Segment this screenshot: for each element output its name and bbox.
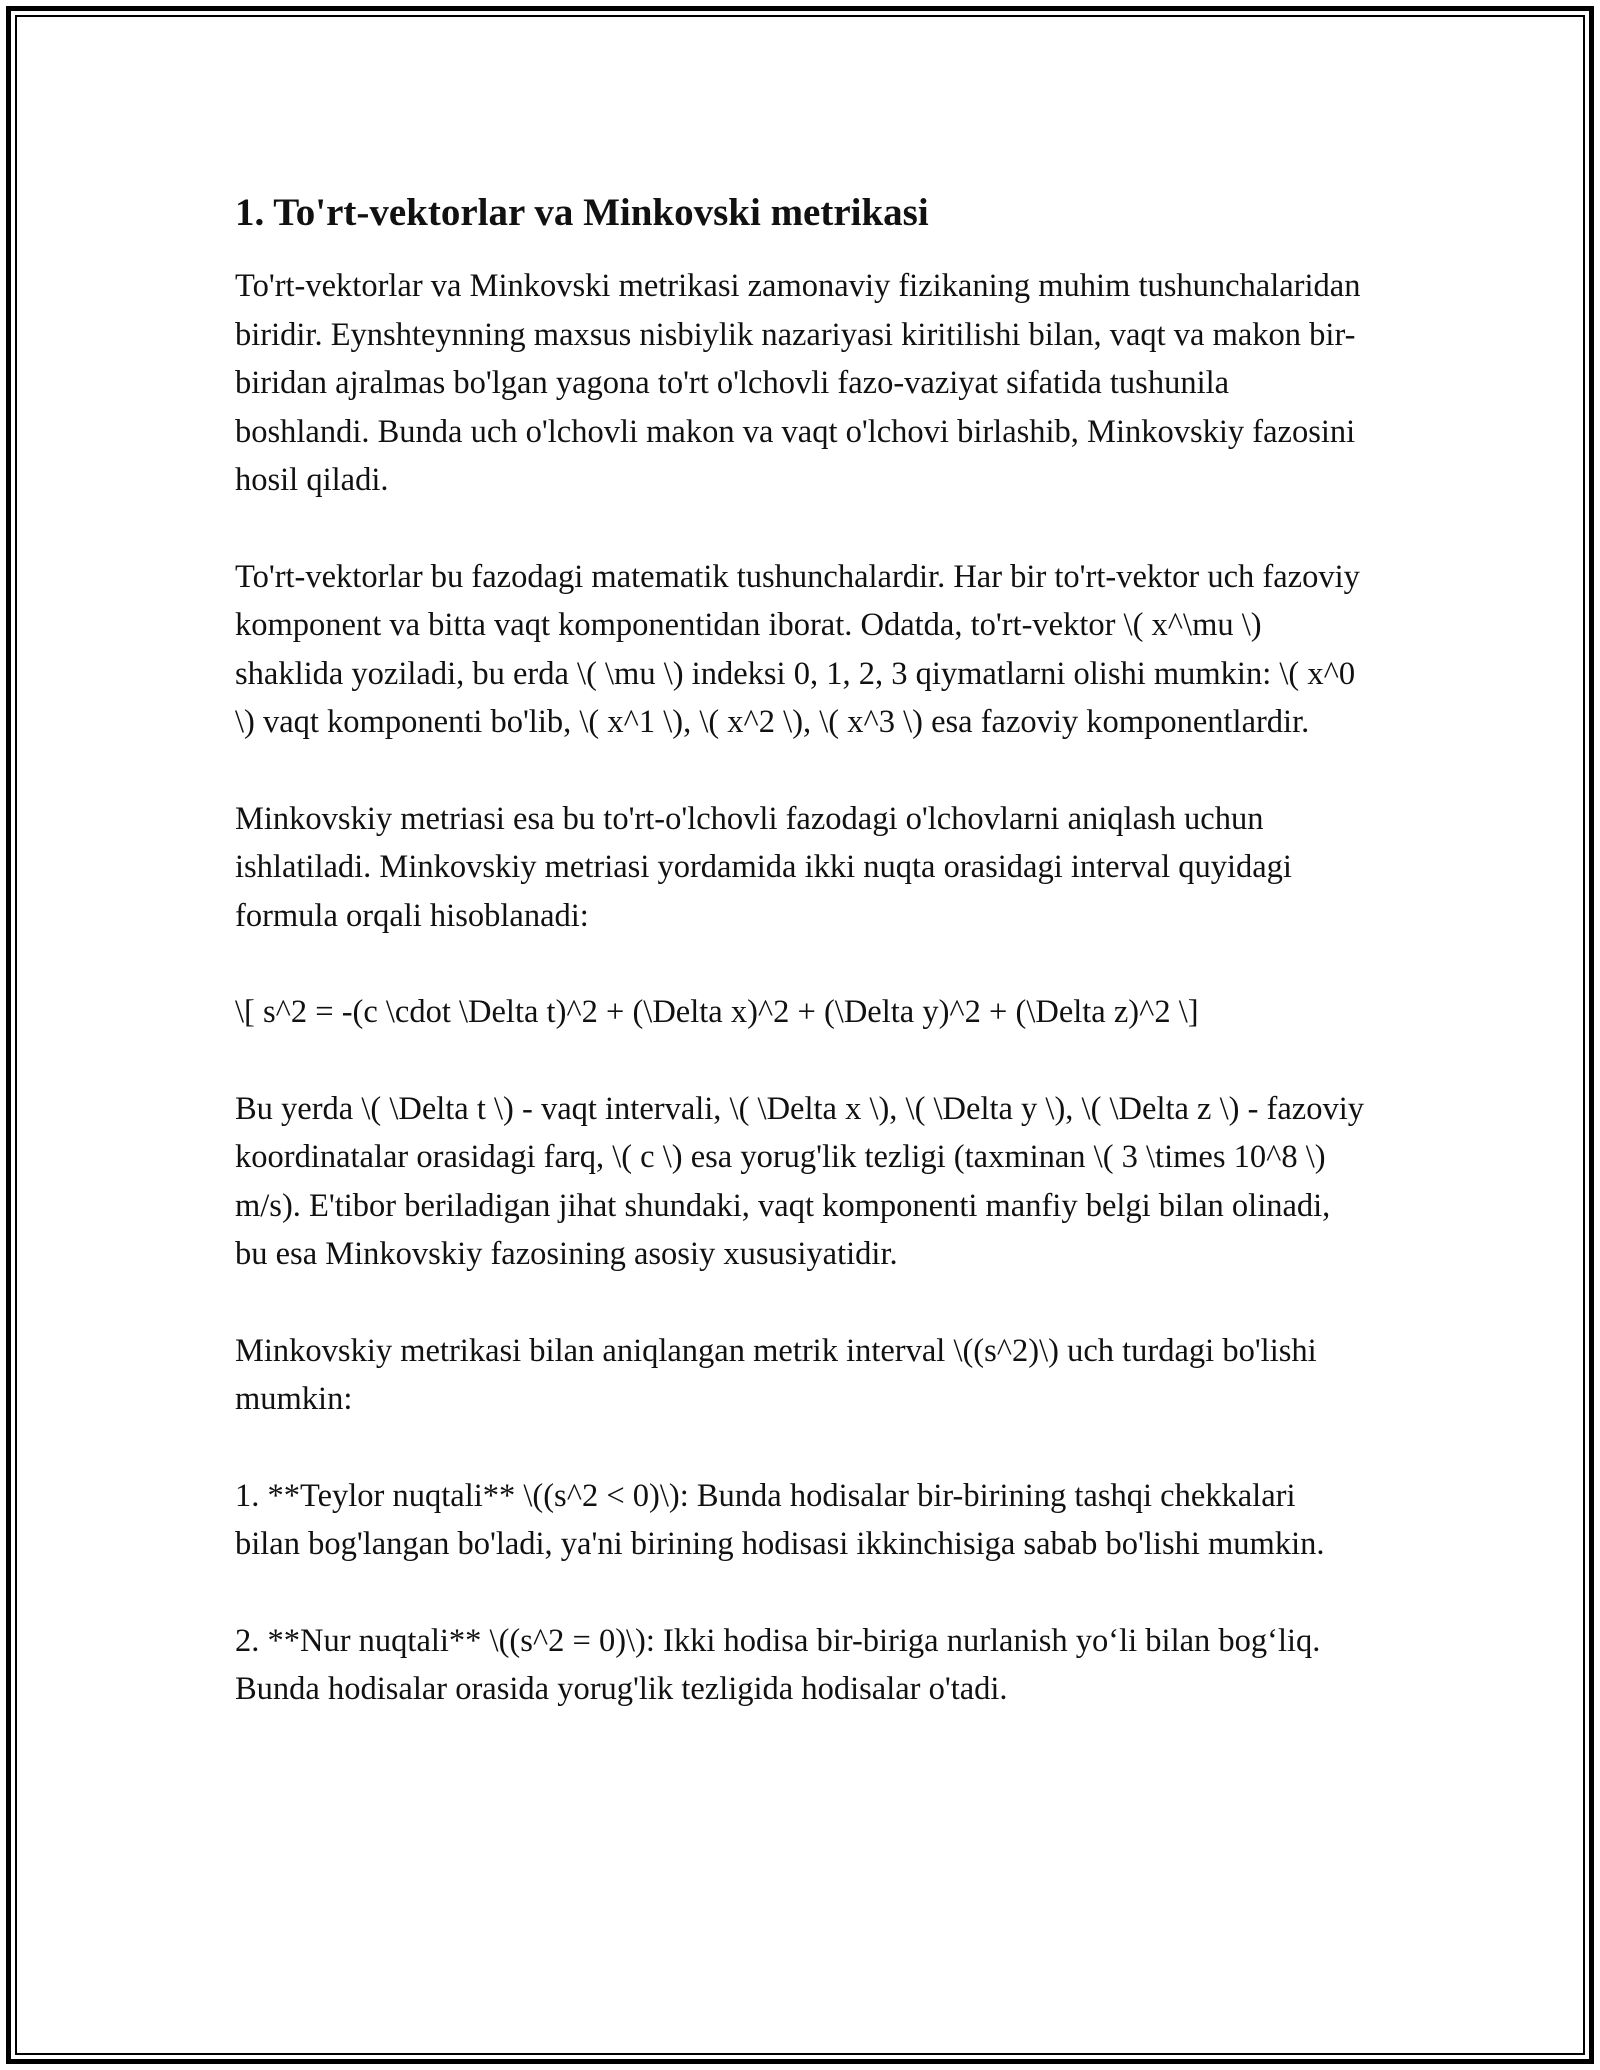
paragraph-intro: To'rt-vektorlar va Minkovski metrikasi zamonaviy fizikaning muhim tushunchalaridan biridir. Eynshteynning maxsus nisbiylik nazariyasi kiritilishi bilan, vaqt va makon bir-biridan ajralmas bo'lgan yagona to'rt o'lchovli fazo-vaziyat sifatida tushunila boshlandi. Bunda uch o'lchovli makon va vaqt o'lchovi birlashib, Minkovskiy fazosini hosil qiladi.: [235, 268, 1361, 498]
paragraph-four-vectors: To'rt-vektorlar bu fazodagi matematik tushunchalardir. Har bir to'rt-vektor uch fazoviy komponent va bitta vaqt komponentidan iborat. Odatda, to'rt-vektor \( x^\mu \) shaklida yoziladi, bu erda \( \mu \) indeksi 0, 1, 2, 3 qiymatlarni olishi mumkin: \( x^0 \) vaqt komponenti bo'lib, \( x^1 \), \( x^2 \), \( x^3 \) esa fazoviy komponentlardir.: [235, 558, 1360, 740]
section-heading: 1. To'rt-vektorlar va Minkovski metrikasi: [235, 191, 929, 234]
paragraph-interval-types: Minkovskiy metrikasi bilan aniqlangan metrik interval \((s^2)\) uch turdagi bo'lishi mumkin:: [235, 1332, 1317, 1417]
paragraph-metric-intro: Minkovskiy metriasi esa bu to'rt-o'lchovli fazodagi o'lchovlarni aniqlash uchun ishlatiladi. Minkovskiy metriasi yordamida ikki nuqta orasidagi interval quyidagi formula orqali hisoblanadi:: [235, 800, 1292, 934]
list-item-2: 2. **Nur nuqtali** \((s^2 = 0)\): Ikki hodisa bir-biriga nurlanish yo‘li bilan bog‘liq. Bunda hodisalar orasida yorug'lik tezligida hodisalar o'tadi.: [235, 1622, 1321, 1707]
document-body: [235, 186, 1365, 1762]
paragraph-formula-explanation: Bu yerda \( \Delta t \) - vaqt intervali, \( \Delta x \), \( \Delta y \), \( \Delta z \) - fazoviy koordinatalar orasidagi farq, \( c \) esa yorug'lik tezligi (taxminan \( 3 \times 10^8 \) m/s). E'tibor beriladigan jihat shundaki, vaqt komponenti manfiy belgi bilan olinadi, bu esa Minkovskiy fazosining asosiy xususiyatidir.: [235, 1090, 1364, 1272]
formula-interval: \[ s^2 = -(c \cdot \Delta t)^2 + (\Delta x)^2 + (\Delta y)^2 + (\Delta z)^2 \]: [235, 994, 1199, 1030]
list-item-1: 1. **Teylor nuqtali** \((s^2 < 0)\): Bunda hodisalar bir-birining tashqi chekkalari bilan bog'langan bo'ladi, ya'ni birining hodisasi ikkinchisiga sabab bo'lishi mumkin.: [235, 1477, 1325, 1562]
